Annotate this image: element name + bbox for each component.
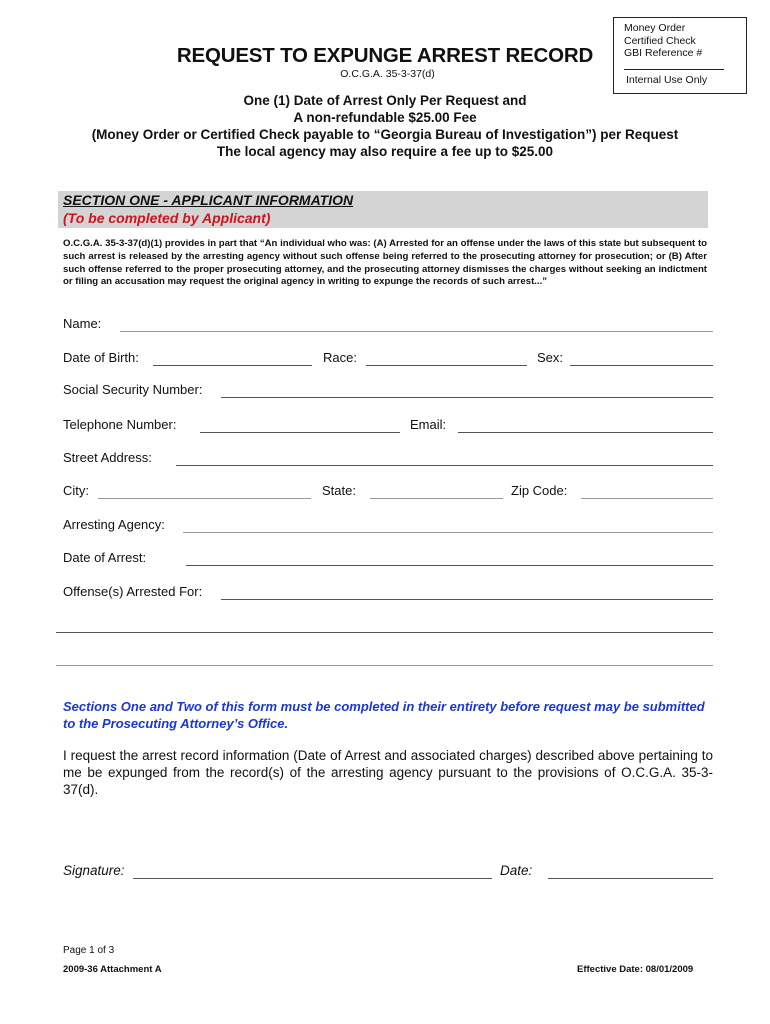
page-number: Page 1 of 3: [63, 945, 115, 956]
arresting-agency-label: Arresting Agency:: [63, 517, 165, 532]
ssn-label: Social Security Number:: [63, 382, 203, 397]
email-field[interactable]: [458, 432, 713, 433]
expungement-request-statement: I request the arrest record information (Date of Arrest and associated charges) described above pertaining to me be expunged from the record(s) of the arresting agency pursuant to the provisions of O.C.G.A. 35-3-37(d).: [63, 748, 713, 797]
offenses-field-line-2[interactable]: [56, 632, 713, 633]
signature-field[interactable]: [133, 878, 492, 879]
state-label: State:: [322, 483, 356, 498]
name-field[interactable]: [120, 331, 713, 332]
fee-instructions: [40, 92, 730, 160]
dob-field[interactable]: [153, 365, 312, 366]
signature-date-field[interactable]: [548, 878, 713, 879]
sex-field[interactable]: [570, 365, 713, 366]
effective-date: Effective Date: 08/01/2009: [577, 964, 694, 975]
email-label: Email:: [410, 417, 447, 432]
city-field[interactable]: [98, 498, 311, 499]
telephone-field[interactable]: [200, 432, 400, 433]
attachment-label: 2009-36 Attachment A: [63, 964, 162, 975]
street-address-label: Street Address:: [63, 450, 152, 465]
date-of-arrest-field[interactable]: [186, 565, 713, 566]
certified-check-label: Certified Check: [624, 34, 696, 47]
section-one-title: SECTION ONE - APPLICANT INFORMATION: [63, 192, 354, 208]
street-address-field[interactable]: [176, 465, 713, 466]
form-title: REQUEST TO EXPUNGE ARREST RECORD: [176, 44, 594, 67]
fee-line-2: A non-refundable $25.00 Fee: [293, 110, 477, 125]
internal-use-only-label: Internal Use Only: [626, 74, 708, 86]
state-field[interactable]: [370, 498, 503, 499]
money-order-label: Money Order: [624, 22, 686, 34]
signature-date-label: Date:: [500, 863, 533, 878]
gbi-reference-label: GBI Reference #: [624, 47, 703, 59]
name-label: Name:: [63, 316, 102, 331]
ssn-field[interactable]: [221, 397, 713, 398]
race-field[interactable]: [366, 365, 527, 366]
arresting-agency-field[interactable]: [183, 532, 713, 533]
statute-reference: O.C.G.A. 35-3-37(d): [340, 68, 435, 80]
zip-code-label: Zip Code:: [511, 483, 568, 498]
telephone-label: Telephone Number:: [63, 417, 177, 432]
race-label: Race:: [323, 350, 357, 365]
fee-line-3: (Money Order or Certified Check payable to “Georgia Bureau of Investigation”) per Request: [91, 127, 679, 142]
completion-notice: Sections One and Two of this form must be completed in their entirety before request may be submitted to the Prosecuting Attorney’s Office.: [63, 699, 705, 731]
fee-line-1: One (1) Date of Arrest Only Per Request and: [243, 93, 527, 108]
gbi-reference-rule: [624, 69, 724, 70]
zip-code-field[interactable]: [581, 498, 713, 499]
date-of-arrest-label: Date of Arrest:: [63, 550, 147, 565]
dob-label: Date of Birth:: [63, 350, 139, 365]
sex-label: Sex:: [537, 350, 564, 365]
offenses-field-line-3[interactable]: [56, 665, 713, 666]
offenses-label: Offense(s) Arrested For:: [63, 584, 203, 599]
city-label: City:: [63, 483, 89, 498]
signature-label: Signature:: [63, 863, 125, 878]
offenses-field[interactable]: [221, 599, 713, 600]
statute-excerpt: O.C.G.A. 35-3-37(d)(1) provides in part that “An individual who was: (A) Arrested for an offense under the laws of this state but subsequent to such arrest is released by the arresting agency without such offense being referred to the prosecuting attorney for prosecution; or (B) After such offense referred to the proper prosecuting attorney, and the prosecuting attorney dismisses the charges without seeking an indictment or filing an accusation may request the original agency in writing to expunge the records of such arrest...”: [63, 238, 707, 288]
section-one-subtitle: (To be completed by Applicant): [63, 210, 271, 226]
fee-line-4: The local agency may also require a fee up to $25.00: [216, 144, 554, 159]
